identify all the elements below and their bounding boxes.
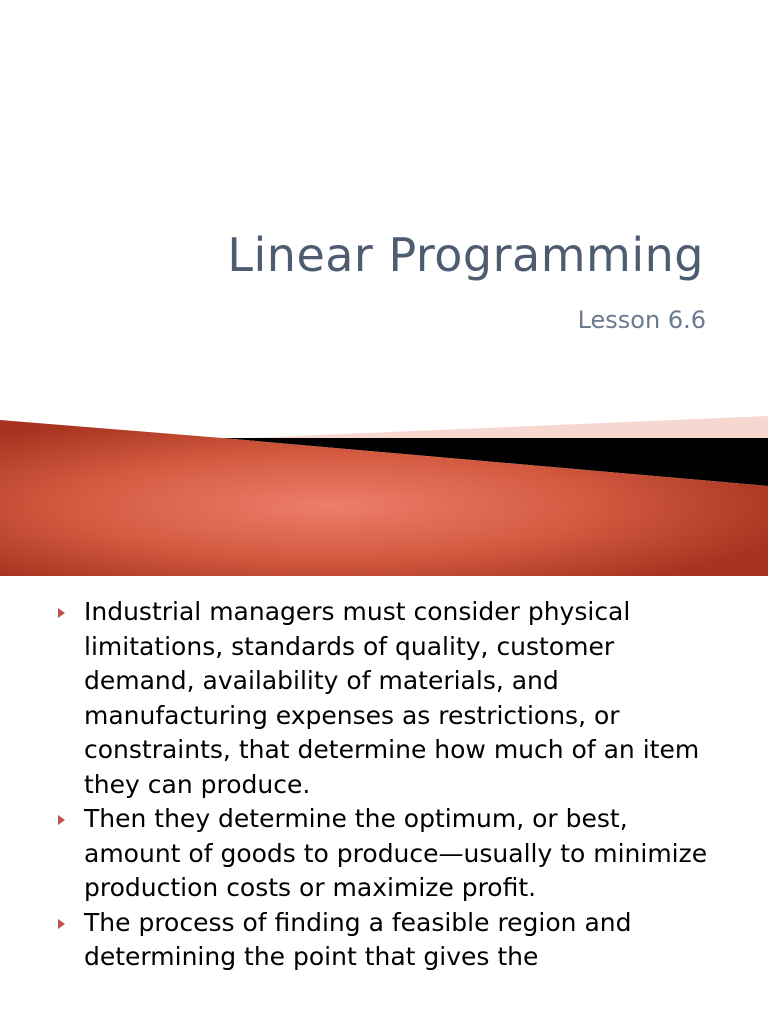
bullet-text: Then they determine the optimum, or best, amount of goods to produce—usually to minimize production costs or maximize profit. (84, 804, 708, 902)
slide-subtitle: Lesson 6.6 (577, 306, 706, 334)
triangle-bullet-icon (58, 608, 65, 618)
bullet-text: Industrial managers must consider physical limitations, standards of quality, customer demand, availability of materials, and manufacturing expenses as restrictions, or constraints, that determine how much of an item they can produce. (84, 597, 700, 799)
triangle-bullet-icon (58, 815, 65, 825)
slide-title: Linear Programming (227, 228, 704, 282)
bullet-list (0, 595, 768, 975)
bullet-item (0, 802, 768, 906)
bullet-text: The process of finding a feasible region and determining the point that gives the (84, 907, 632, 971)
bullet-item (0, 595, 768, 802)
decorative-banner (0, 410, 768, 576)
banner-pale-band (250, 416, 768, 438)
triangle-bullet-icon (58, 919, 65, 929)
bullet-item (0, 906, 768, 975)
